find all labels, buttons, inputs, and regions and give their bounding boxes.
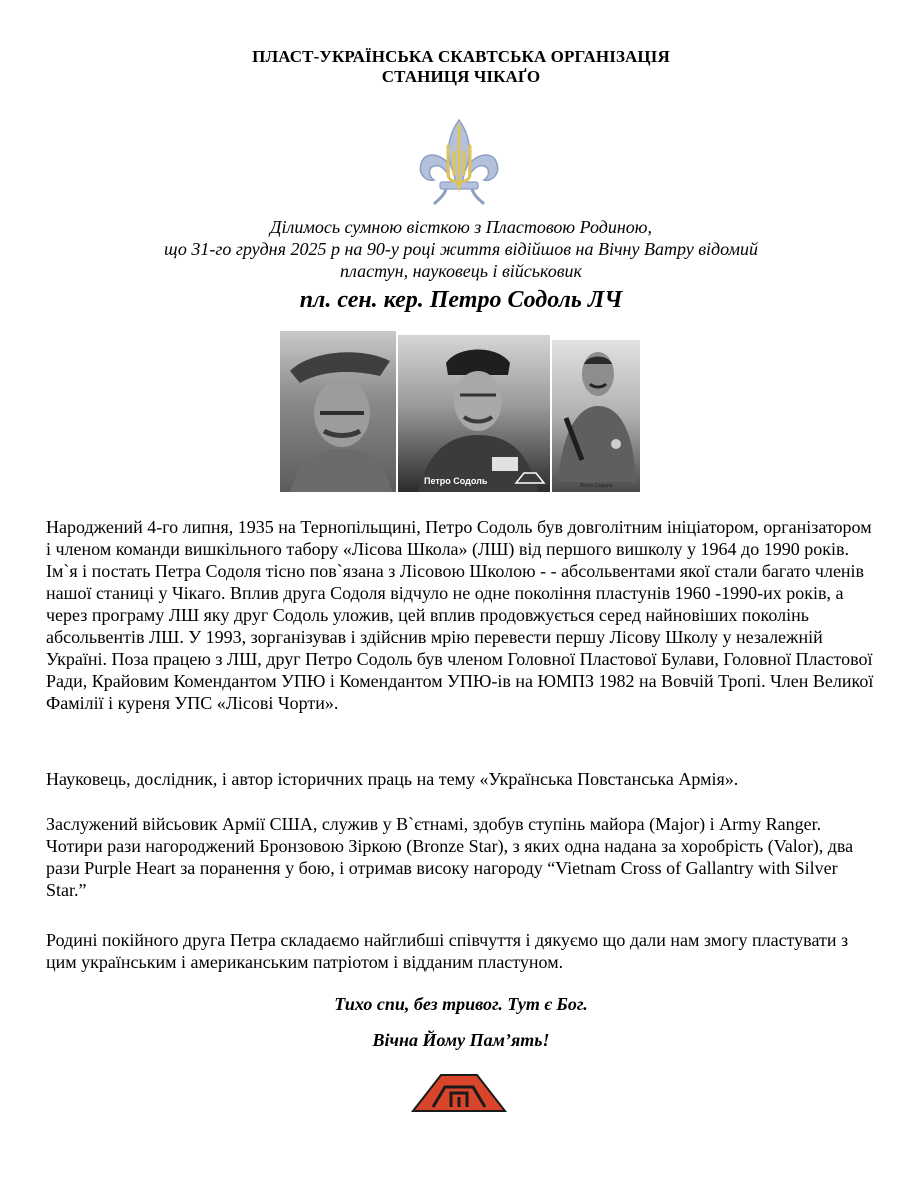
announcement	[60, 216, 862, 282]
photo-caption: Петро Содоль	[424, 476, 488, 486]
org-title-line2: СТАНИЦЯ ЧІКАҐО	[381, 67, 541, 86]
closing-line-2: Вічна Йому Пам’ять!	[372, 1030, 550, 1050]
organization-header	[0, 47, 922, 87]
scholar-paragraph: Науковець, дослідник, і автор історичних праць на тему «Українська Повстанська Армія».	[46, 769, 739, 789]
condolence-paragraph: Родині покійного друга Петра складаємо найглибші співчуття і дякуємо що дали нам змогу пластувати з цим українським і американським патріотом і відданим пластуном.	[46, 930, 849, 972]
portrait-photo-1	[280, 331, 396, 492]
deceased-name: пл. сен. кер. Петро Содоль ЛЧ	[299, 287, 623, 313]
announcement-line2: що 31-го грудня 2025 р на 90-у році життя відійшов на Вічну Ватру відомий	[164, 239, 758, 259]
plast-lily-trident-emblem-icon	[416, 116, 502, 208]
portrait-photo-3	[552, 340, 640, 492]
announcement-line1: Ділимось сумною вісткою з Пластовою Родиною,	[270, 217, 652, 237]
announcement-line3: пластун, науковець і військовик	[340, 261, 582, 281]
portrait-photo-2	[398, 335, 550, 492]
org-title-line1: ПЛАСТ-УКРАЇНСЬКА СКАВТСЬКА ОРГАНІЗАЦІЯ	[252, 47, 670, 66]
photo-caption: Петро Содоль	[579, 483, 613, 489]
biography-paragraph: Народжений 4-го липня, 1935 на Тернопільщині, Петро Содоль був довголітним ініціатором, організатором і членом команди вишкільного табору «Лісова Школа» (ЛШ) від першого вишколу у 1964 до 1990 років. Ім`я і постать Петра Содоля тісно пов`язана з Лісовою Школою - - абсольвентами якої стали багато членів нашої станиці у Чікаго. Вплив друга Содоля відчуло не одне покоління пластунів 1960 -1990-их років, а через програму ЛШ яку друг Содоль уложив, цей вплив продовжується серед найновіших поколінь абсольвентів ЛШ. У 1993, зорганізував і здійснив мрію перевести першу Лісову Школу у незалежній Україні. Поза працею з ЛШ, друг Петро Содоль був членом Головної Пластової Булави, Головної Пластової Ради, Крайовим Комендантом УПЮ і Комендантом УПЮ-ів на ЮМПЗ 1982 на Вовчій Тропі. Член Великої Фамілії і куреня УПС «Лісові Чорти».	[46, 517, 874, 713]
closing-line-1: Тихо спи, без тривог. Тут є Бог.	[334, 994, 588, 1014]
military-paragraph: Заслужений війсьовик Армії США, служив у В`єтнамі, здобув ступінь майора (Major) і Army Ranger. Чотири рази нагороджений Бронзовою Зіркою (Bronze Star), з яких одна надана за хоробрість (Valor), два рази Purple Heart за поранення у бою, і отримав високу нагороду “Vietnam Cross of Gallantry with Silver Star.”	[46, 814, 854, 900]
lisova-shkola-logo-icon	[411, 1073, 507, 1112]
